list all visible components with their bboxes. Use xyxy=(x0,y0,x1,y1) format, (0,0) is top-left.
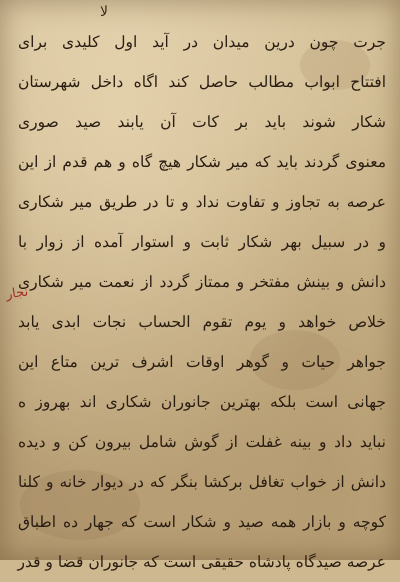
text-line: و در سبیل بهر شکار ثابت و استوار آمده از زوار با xyxy=(18,233,386,251)
text-line: دانش و بینش مفتخر و ممتاز گردد از نعمت میر شکاری xyxy=(18,273,386,291)
text-line: جرت چون درین میدان در آید اول کلیدی برای xyxy=(18,33,386,51)
text-line: عرصه صیدگاه پادشاه حقیقی است که جانوران قضا و قدر xyxy=(17,553,386,571)
text-line: خلاص خواهد و یوم تقوم الحساب نجات ابدی یابد xyxy=(18,313,386,331)
text-line: کوچه و بازار همه صید و شکار است که جهار ده اطباق xyxy=(18,513,386,531)
top-mark: ﻻ xyxy=(100,4,108,20)
text-line: دانش از خواب تغافل برکشا بنگر که در دیوار خانه و کلنا xyxy=(18,473,386,491)
text-line: عرصه به تجاوز و تفاوت نداد و تا در طریق میر شکاری xyxy=(18,193,386,211)
manuscript-text xyxy=(18,22,386,582)
red-margin-note: نجار xyxy=(5,284,30,303)
text-line: نباید داد و بینه غفلت از گوش شامل بیرون کن و دیده xyxy=(18,433,386,451)
text-line: شکار شوند باید بر کات آن یابند صید صوری xyxy=(18,113,386,131)
text-line: افتتاح ابواب مطالب حاصل کند اگاه داخل شهرستان xyxy=(18,73,386,91)
text-line: جهانی است بلکه بهترین جانوران شکاری اند بهروز ه xyxy=(18,393,386,411)
text-line: جواهر حیات و گوهر اوقات اشرف ترین متاع این xyxy=(18,353,386,371)
text-line: معنوی گردند باید که میر شکار هیچ گاه و هم قدم از این xyxy=(18,153,386,171)
